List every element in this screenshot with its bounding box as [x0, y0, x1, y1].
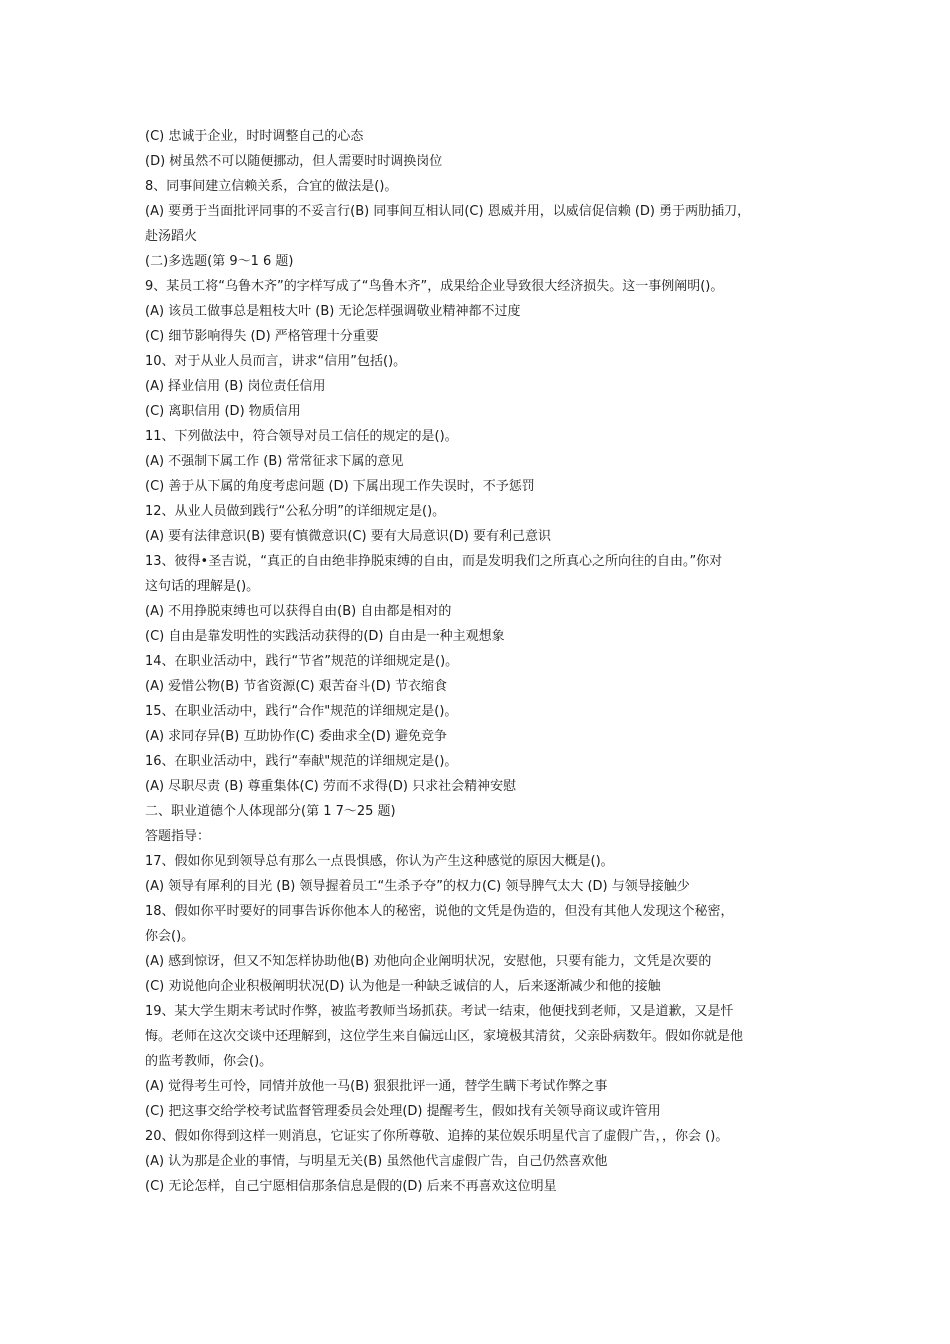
text-line: (A) 该员工做事总是粗枝大叶 (B) 无论怎样强调敬业精神都不过度 — [145, 304, 521, 319]
text-line: 这句话的理解是()。 — [145, 579, 260, 594]
text-line: (A) 尽职尽责 (B) 尊重集体(C) 劳而不求得(D) 只求社会精神安慰 — [145, 779, 517, 794]
answer-guide-label: 答题指导： — [145, 829, 211, 844]
text-line: (C) 自由是靠发明性的实践活动获得的(D) 自由是一种主观想象 — [145, 629, 505, 644]
text-line: (A) 要勇于当面批评同事的不妥言行(B) 同事间互相认同(C) 恩威并用，以威信促信赖 (D) 勇于两肋插刀， — [145, 204, 751, 219]
question-15: 15、在职业活动中，践行“合作"规范的详细规定是()。 — [145, 704, 458, 719]
question-9: 9、某员工将“乌鲁木齐”的字样写成了“鸟鲁木齐”，成果给企业导致很大经济损失。这一事例阐明()。 — [145, 279, 724, 294]
text-line: (C) 把这事交给学校考试监督管理委员会处理(D) 提醒考生，假如找有关领导商议或许管用 — [145, 1104, 661, 1119]
question-8: 8、同事间建立信赖关系，合宜的做法是()。 — [145, 179, 398, 194]
question-20: 20、假如你得到这样一则消息，它证实了你所尊敬、追捧的某位娱乐明星代言了虚假广告，，你会 ()。 — [145, 1129, 729, 1144]
question-16: 16、在职业活动中，践行“奉献"规范的详细规定是()。 — [145, 754, 458, 769]
text-line: 悔。老师在这次交谈中还理解到，这位学生来自偏远山区，家境极其清贫，父亲卧病数年。假如你就是他 — [145, 1029, 744, 1044]
section-heading: 二、职业道德个人体现部分(第 1 7～25 题) — [145, 804, 396, 819]
section-heading: (二)多选题(第 9～1 6 题) — [145, 254, 294, 269]
text-line: (C) 无论怎样，自己宁愿相信那条信息是假的(D) 后来不再喜欢这位明星 — [145, 1179, 557, 1194]
text-line: (A) 不用挣脱束缚也可以获得自由(B) 自由都是相对的 — [145, 604, 452, 619]
text-line: (D) 树虽然不可以随便挪动，但人需要时时调换岗位 — [145, 154, 443, 169]
text-line: (C) 劝说他向企业积极阐明状况(D) 认为他是一种缺乏诚信的人，后来逐渐减少和他的接触 — [145, 979, 661, 994]
text-line: (C) 细节影响得失 (D) 严格管理十分重要 — [145, 329, 379, 344]
question-19: 19、某大学生期末考试时作弊，被监考教师当场抓获。考试一结束，他便找到老师，又是道歉，又是忏 — [145, 1004, 734, 1019]
text-line: 赴汤蹈火 — [145, 229, 198, 244]
question-12: 12、从业人员做到践行“公私分明”的详细规定是()。 — [145, 504, 446, 519]
text-line: (A) 要有法律意识(B) 要有慎微意识(C) 要有大局意识(D) 要有利己意识 — [145, 529, 552, 544]
text-line: (A) 认为那是企业的事情，与明星无关(B) 虽然他代言虚假广告，自己仍然喜欢他 — [145, 1154, 608, 1169]
text-line: (A) 觉得考生可怜，同情并放他一马(B) 狠狠批评一通，替学生瞒下考试作弊之事 — [145, 1079, 608, 1094]
text-line: (A) 爱惜公物(B) 节省资源(C) 艰苦奋斗(D) 节衣缩食 — [145, 679, 448, 694]
question-11: 11、下列做法中，符合领导对员工信任的规定的是()。 — [145, 429, 458, 444]
text-line: (A) 求同存异(B) 互助协作(C) 委曲求全(D) 避免竞争 — [145, 729, 448, 744]
text-line: (A) 不强制下属工作 (B) 常常征求下属的意见 — [145, 454, 404, 469]
document-body — [145, 124, 810, 1199]
text-line: (A) 领导有犀利的目光 (B) 领导握着员工“生杀予夺”的权力(C) 领导脾气太大 (D) 与领导接触少 — [145, 879, 690, 894]
question-10: 10、对于从业人员而言，讲求“信用”包括()。 — [145, 354, 407, 369]
text-line: 你会()。 — [145, 929, 195, 944]
question-17: 17、假如你见到领导总有那么一点畏惧感，你认为产生这种感觉的原因大概是()。 — [145, 854, 614, 869]
question-18: 18、假如你平时要好的同事告诉你他本人的秘密，说他的文凭是伪造的，但没有其他人发现这个秘密， — [145, 904, 734, 919]
text-line: (A) 感到惊讶，但又不知怎样协助他(B) 劝他向企业阐明状况，安慰他，只要有能力，文凭是次要的 — [145, 954, 712, 969]
text-line: (C) 离职信用 (D) 物质信用 — [145, 404, 301, 419]
question-14: 14、在职业活动中，践行“节省”规范的详细规定是()。 — [145, 654, 459, 669]
question-13: 13、彼得•圣吉说，“真正的自由绝非挣脱束缚的自由，而是发明我们之所真心之所向往的自由。”你对 — [145, 554, 723, 569]
text-line: (A) 择业信用 (B) 岗位责任信用 — [145, 379, 326, 394]
text-line: (C) 忠诚于企业，时时调整自己的心态 — [145, 129, 364, 144]
text-line: 的监考教师，你会()。 — [145, 1054, 273, 1069]
text-line: (C) 善于从下属的角度考虑问题 (D) 下属出现工作失误时，不予惩罚 — [145, 479, 535, 494]
